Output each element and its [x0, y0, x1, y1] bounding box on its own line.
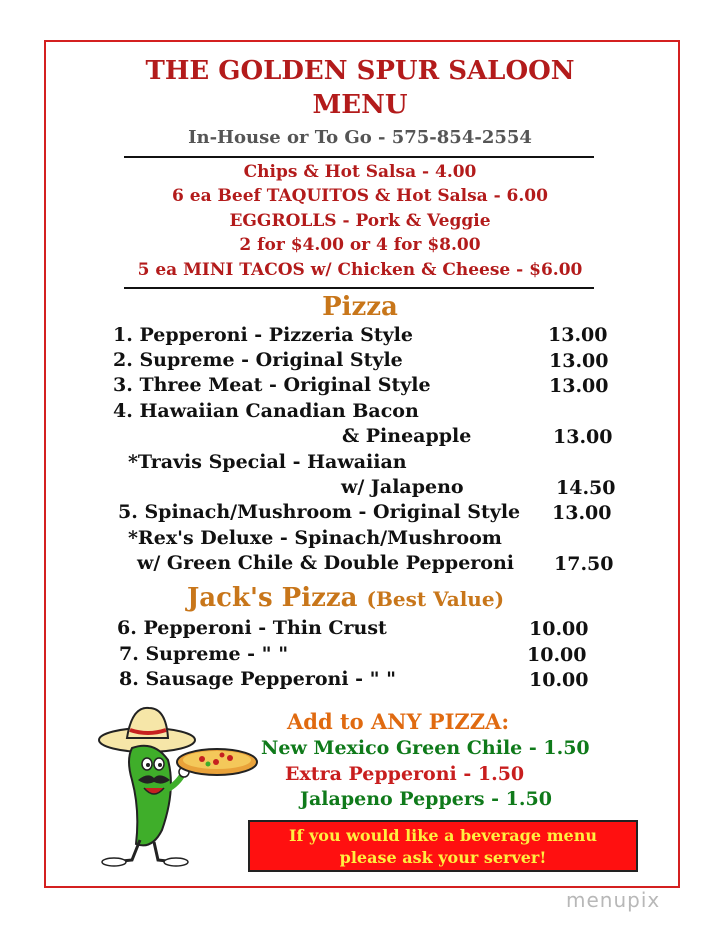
pizza-item: 4. Hawaiian Canadian Bacon [113, 400, 419, 422]
appetizer-item: 5 ea MINI TACOS w/ Chicken & Cheese - $6.00 [137, 260, 583, 280]
pizza-heading: Pizza [322, 292, 398, 322]
pizza-item: 5. Spinach/Mushroom - Original Style [118, 501, 521, 523]
chile-mascot-icon [92, 700, 262, 870]
appetizer-item: 2 for $4.00 or 4 for $8.00 [239, 235, 481, 255]
pizza-price: 13.00 [553, 426, 613, 448]
pizza-price: 13.00 [552, 502, 612, 524]
pizza-price: 13.00 [548, 324, 608, 346]
pizza-item: & Pineapple [342, 425, 472, 447]
jacks-price: 10.00 [529, 669, 589, 691]
jacks-heading-tag: (Best Value) [366, 587, 505, 611]
pizza-item: w/ Jalapeno [341, 476, 464, 498]
pizza-price: 14.50 [556, 477, 616, 499]
addons-heading: Add to ANY PIZZA: [287, 709, 510, 734]
beverage-line-2: please ask your server! [339, 848, 547, 867]
divider-bottom [124, 287, 594, 289]
restaurant-name: THE GOLDEN SPUR SALOON [145, 56, 575, 86]
beverage-line-1: If you would like a beverage menu [289, 826, 597, 845]
jacks-price: 10.00 [529, 618, 589, 640]
pizza-item: 3. Three Meat - Original Style [113, 374, 431, 396]
jacks-heading-title: Jack's Pizza [187, 583, 358, 613]
divider-top [124, 156, 594, 158]
watermark: menupix [566, 888, 661, 912]
jacks-heading [187, 583, 504, 613]
pizza-price: 17.50 [554, 553, 614, 575]
addon-item: Extra Pepperoni - 1.50 [285, 763, 525, 785]
pizza-price: 13.00 [549, 350, 609, 372]
menu-title: MENU [312, 90, 408, 120]
appetizer-item: Chips & Hot Salsa - 4.00 [243, 162, 477, 182]
pizza-item: *Travis Special - Hawaiian [128, 451, 407, 473]
addon-item: New Mexico Green Chile - 1.50 [261, 737, 590, 759]
appetizer-item: EGGROLLS - Pork & Veggie [229, 211, 491, 231]
pizza-price: 13.00 [549, 375, 609, 397]
contact-line: In-House or To Go - 575-854-2554 [188, 127, 532, 148]
pizza-item: *Rex's Deluxe - Spinach/Mushroom [128, 527, 502, 549]
pizza-item: w/ Green Chile & Double Pepperoni [137, 552, 515, 574]
addon-item: Jalapeno Peppers - 1.50 [300, 788, 552, 810]
jacks-item: 7. Supreme - " " [119, 643, 289, 665]
pizza-item: 1. Pepperoni - Pizzeria Style [113, 324, 413, 346]
appetizer-item: 6 ea Beef TAQUITOS & Hot Salsa - 6.00 [172, 186, 548, 206]
jacks-price: 10.00 [527, 644, 587, 666]
jacks-item: 6. Pepperoni - Thin Crust [117, 617, 387, 639]
jacks-item: 8. Sausage Pepperoni - " " [119, 668, 397, 690]
pizza-item: 2. Supreme - Original Style [113, 349, 403, 371]
beverage-banner [248, 820, 638, 872]
